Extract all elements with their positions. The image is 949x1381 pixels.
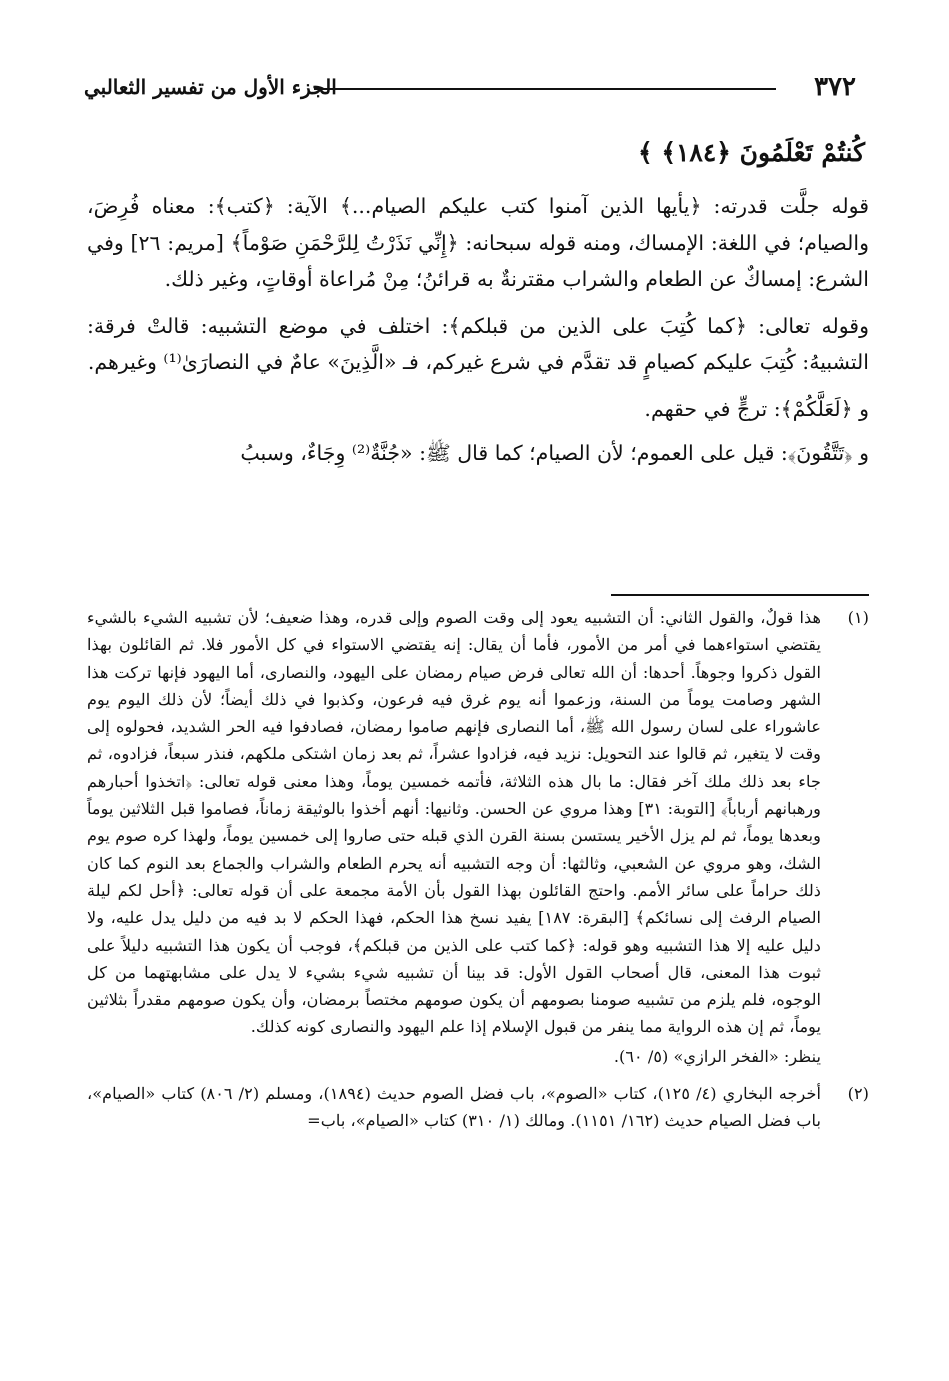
footnote-1-text: هذا قولٌ، والقول الثاني: أن التشبيه يعود إلى وقت الصوم وإلى قدره، وهذا ضعيف؛ لأن تشبيه الشيء بالشيء يقتضي استواءهما في أمر من الأمور، فأما أن يقال: إنه يقتضي الاستواء في كل الأمور فلا. ثم القائلون بهذا القول ذكروا وجوهاً. أحدها: أن الله تعالى فرض صيام رمضان على اليهود، والنصارى، أما اليهود فإنها تركت هذا الشهر وصامت يوماً من السنة، وزعموا أنه يوم غرق فيه فرعون، وكذبوا في ذلك أيضاً؛ لأن ذلك اليوم يوم عاشوراء على لسان رسول الله ﷺ، أما النصارى فإنهم صاموا رمضان، فصادفوا فيه الحر الشديد، فحولوه إلى وقت لا يتغير، ثم قالوا عند التحويل: نزيد فيه، فزادوا عشراً، ثم بعد زمان اشتكى ملكهم، فنذر سبعاً، فزادوه، ثم جاء بعد ذلك ملك آخر فقال: ما بال هذه الثلاثة، فأتمه خمسين يوماً، وهذا معنى قوله تعالى: ﴿اتخذوا أحبارهم ورهبانهم أرباباً﴾ [التوبة: ٣١] وهذا مروي عن الحسن. وثانيها: أنهم أخذوا بالوثيقة زماناً، فصاموا قبل الثلاثين يوماً وبعدها يوماً، ثم لم يزل الأخير يستسن بسنة القرن الذي قبله حتى صاروا إلى خمسين يوماً، ولهذا كره صوم يوم الشك، وهو مروي عن الشعبي، وثالثها: أن وجه التشبيه أنه يحرم الطعام والشراب والجماع بعد النوم كما كان ذلك حراماً على سائر الأمم. واحتج القائلون بهذا القول بأن الأمة مجمعة على أن قوله تعالى: ﴿أحل لكم ليلة الصيام الرفث إلى نسائكم﴾ [البقرة: ١٨٧] يفيد نسخ هذا الحكم، فهذا الحكم لا بد فيه من دليل يدل عليه، ولا دليل عليه إلا هذا التشبيه وهو قوله: ﴿كما كتب على الذين من قبلكم﴾، فوجب أن يكون هذا التشبيه دليلاً على ثبوت هذا المعنى، قال أصحاب القول الأول: قد بينا أن تشبيه شيء بشيء لا يدل على مشابهتهما من كل الوجوه، فلم يلزم من تشبيه صومنا بصومهم أن يكون صومهم مختصاً برمضان، وأن يكون صومهم مقدراً بثلاثين يوماً، ثم إن هذه الرواية مما ينفر من قبول الإسلام إذا علم اليهود والنصارى كونه كذلك. <box>87 608 822 1037</box>
paragraph-tattaqun: و ﴿تَتَّقُونَ﴾: قيل على العموم؛ لأن الصيام؛ كما قال ﷺ: «جُنَّةٌ⁽²⁾ وِجَاءٌ، وسببُ <box>240 441 869 465</box>
footnote-separator <box>611 594 869 596</box>
paragraph-definition: قوله جلَّت قدرته: ﴿يأيها الذين آمنوا كتب عليكم الصيام...﴾ الآية: ﴿كتب﴾: معناه فُرِضَ، والصيام؛ في اللغة: الإمساك، ومنه قوله سبحانه: ﴿إِنِّي نَذَرْتُ لِلرَّحْمَنِ صَوْماً﴾ [مريم: ٢٦] وفي الشرع: إمساكٌ عن الطعام والشراب مقترنةٌ به قرائنُ؛ مِنْ مُراعاة أوقاتٍ، وغير ذلك. <box>87 194 869 291</box>
quran-verse-ending: كُنتُمْ تَعْلَمُونَ ﴿١٨٤﴾ ﴾ <box>637 138 865 167</box>
footnotes <box>87 604 869 1135</box>
paragraph-laallakum: و ﴿لَعَلَّكُمْ﴾: ترجٍّ في حقهم. <box>644 396 869 421</box>
footnote-1 <box>87 604 869 1041</box>
page-number: ٣٧٢ <box>814 72 856 102</box>
footnote-1-reference: ينظر: «الفخر الرازي» (٥/ ٦٠). <box>613 1046 821 1066</box>
footnote-1-number: (١) <box>847 608 869 627</box>
footnote-2-number: (٢) <box>847 1084 869 1104</box>
running-title: الجزء الأول من تفسير الثعالبي <box>84 75 337 99</box>
header-rule <box>314 88 776 90</box>
footnote-2 <box>87 1080 869 1135</box>
footnote-2-text: أخرجه البخاري (٤/ ١٢٥)، كتاب «الصوم»، باب فضل الصوم حديث (١٨٩٤)، ومسلم (٢/ ٨٠٦) كتاب «الصيام»، باب فضل الصيام حديث (١٦٢/ ١١٥١). ومالك (١/ ٣١٠) كتاب «الصيام»، باب= <box>87 1084 821 1131</box>
paragraph-tashbih: وقوله تعالى: ﴿كما كُتِبَ على الذين من قبلكم﴾: اختلف في موضع التشبيه: قالتْ فرقة: التشبيهُ: كُتِبَ عليكم كصيامٍ قد تقدَّم في شرع غيركم، فـ «الَّذِينَ» عامٌ في النصارَىٰ⁽¹⁾ وغيرهم. <box>87 313 869 374</box>
page-header <box>84 70 856 110</box>
main-text <box>87 188 869 480</box>
